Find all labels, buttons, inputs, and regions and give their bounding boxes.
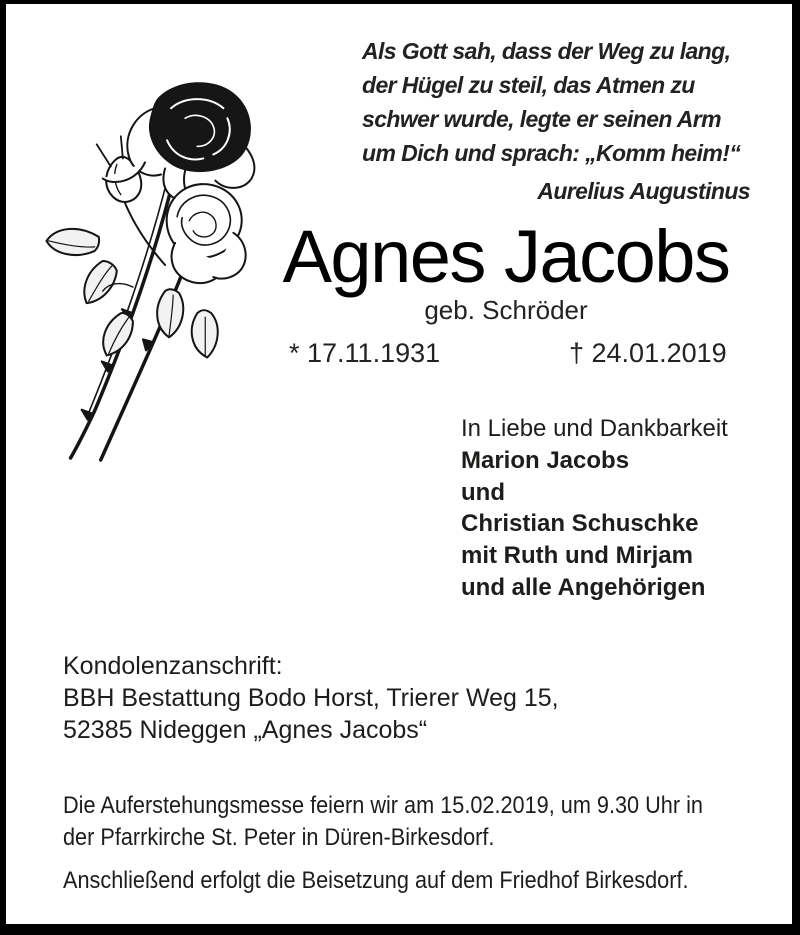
birth-date: * 17.11.1931 [289,338,441,368]
mourner-name: Christian Schuschke [461,510,699,538]
quote-line: um Dich und sprach: „Komm heim!“ [362,140,741,166]
mourners-intro: In Liebe und Dankbarkeit [461,415,728,442]
quote-line: der Hügel zu steil, das Atmen zu [362,72,695,98]
quote-block [362,34,752,208]
deceased-name: Agnes Jacobs [282,215,730,298]
mass-info-line: der Pfarrkirche St. Peter in Düren-Birkesdorf. [63,824,495,851]
condolence-block [63,650,559,746]
mourner-connector: und [461,478,505,506]
quote-line: schwer wurde, legte er seinen Arm [362,106,721,132]
birth-name: geb. Schröder [424,295,588,325]
mass-info-line: Die Auferstehungsmesse feiern wir am 15.02.2019, um 9.30 Uhr in [63,792,703,819]
mourner-name: mit Ruth und Mirjam [461,542,693,570]
mourners-block [461,413,728,604]
quote-line: Als Gott sah, dass der Weg zu lang, [362,38,731,64]
condolence-line: 52385 Nideggen „Agnes Jacobs“ [63,716,428,744]
quote-attribution: Aurelius Augustinus [537,178,750,204]
mourner-name: Marion Jacobs [461,446,630,474]
mourner-name: und alle Angehörigen [461,573,706,601]
death-date: † 24.01.2019 [569,338,727,368]
burial-info: Anschließend erfolgt die Beisetzung auf dem Friedhof Birkesdorf. [63,867,689,894]
condolence-line: BBH Bestattung Bodo Horst, Trierer Weg 15, [63,684,559,712]
condolence-label: Kondolenzanschrift: [63,652,283,680]
mass-info [63,790,703,854]
